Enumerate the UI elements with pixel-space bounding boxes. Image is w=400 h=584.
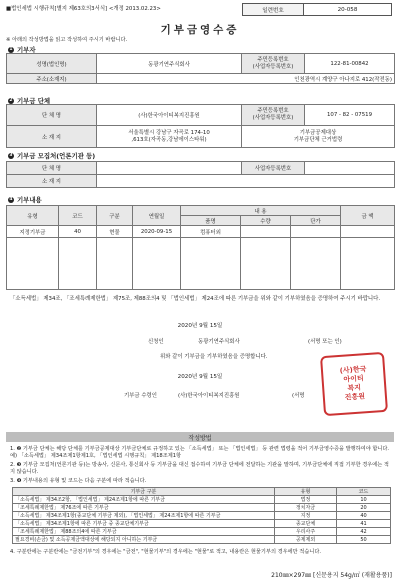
org-law: 기부금공제대상 기부금단체 근거법령 [242,126,395,148]
org-table [6,104,395,148]
content-table [6,205,395,290]
org-id-label: 주민등록번호 (사업자등록번호) [242,105,305,126]
donor-name: 동광기연주식회사 [97,54,242,74]
content-header-type: 유형 [7,206,59,226]
receipt-date: 2020년 9월 15일 [177,374,223,380]
section-fund: 3 기부금 모집처(언론기관 등) [9,152,96,160]
donor-table [6,53,395,84]
applicant-name: 동광기연주식회사 [198,339,240,345]
fund-location-label: 소 재 지 [7,175,97,188]
table-row: 「조세특례제한법」 제88조의4에 따른 기부금 우리사주 42 [13,528,391,536]
donor-address: 인천광역시 계양구 아나지로 412(작전동) [97,74,395,84]
donor-name-label: 성명(법인명) [7,54,97,74]
table-row: 필요경비(손금) 및 소득공제금액대상에 해당되지 아니하는 기부금 공제제외 50 [13,536,391,544]
section-org: 2 기부금 단체 [9,97,51,105]
table-row: 「소득세법」 제34조제1항에 따른 기부금 중 종교단체기부금 종교단체 41 [13,520,391,528]
content-header-amount: 금 액 [341,206,395,226]
code-header-code: 코드 [337,488,391,496]
receiver-label: 기부금 수령인 [124,393,157,399]
instruction-3: 3. ❹ 기부내용의 유형 및 코드는 다음 구분에 따라 적습니다. [10,478,147,484]
org-name: (사)한국아이티복지진흥원 [97,105,242,126]
confirm-statement: 위와 같이 기부금을 기부하였음을 증명합니다. [160,354,268,360]
content-subheader-qty: 수량 [241,216,291,226]
serial-label: 일련번호 [243,4,304,15]
page-title: 기부금영수증 [160,24,240,36]
content-subheader-item: 품명 [181,216,241,226]
table-row: 「소득세법」 제34조2항, 「법인세법」 제24조제1항에 따른 기부금 법정 10 [13,496,391,504]
fund-table [6,161,395,188]
instruction-note: ※ 아래의 작성방법을 읽고 작성하여 주시기 바랍니다. [6,37,128,43]
legal-statement: 「소득세법」 제34조, 「조세특례제한법」 제75조, 제88조의4 및 「법인세법」 제24조에 따른 기부금을 위와 같이 기부하였음을 증명하여 주시기 바랍니다. [10,296,381,302]
content-header-code: 코드 [59,206,97,226]
donor-address-label: 주소(소재지) [7,74,97,84]
cell-kind: 현물 [97,226,133,238]
code-table [12,487,391,544]
cell-price [291,226,341,238]
serial-box [242,3,392,16]
donor-id-label: 주민등록번호 (사업자등록번호) [242,54,305,74]
cell-amount [341,226,395,238]
table-row-empty [7,238,395,290]
instruction-1: 1. ❷ 기부금 단체는 해당 단체를 기부금공제대상 기부금단체로 규정하고 있는 「소득세법」 또는 「법인세법」 등 관련 법령을 적어 기부금영수증을 발행하여야 합니다. 예) 「소득세법」 제34조제1항제1호, 「법인세법 시행규칙」 제18조제1항 [10,446,390,460]
cell-type: 지정기부금 [7,226,59,238]
guide-title: 작성방법 [6,432,394,442]
donor-id: 122-81-00842 [305,54,395,74]
instruction-4: 4. 구분란에는 구분란에는 "금전기부"의 경우에는 "금전", "현물기부"의 경우에는 "현물"로 적고, 내용란은 현물기부의 경우에만 적습니다. [10,549,322,555]
applicant-label: 신청인 [148,339,164,345]
table-row: 「조세특례제한법」 제76조에 따른 기부금 정치자금 20 [13,504,391,512]
paper-spec: 210㎜×297㎜ [신문용지 54g/㎡ (재활용품)] [271,572,392,579]
fund-id-label: 사업자등록번호 [242,162,305,175]
receiver-sign: (서명 [292,393,305,399]
org-id: 107 - 82 - 07519 [305,105,395,126]
cell-date: 2020-09-15 [133,226,181,238]
cell-code: 40 [59,226,97,238]
fund-name [97,162,242,175]
cell-item: 컴퓨터외 [181,226,241,238]
content-header-detail: 내 용 [181,206,341,216]
table-row [7,226,395,238]
content-subheader-price: 단가 [291,216,341,226]
org-location: 서울특별시 강남구 자곡로 174-10 ,613호(자곡동,강남에이스타워) [97,126,242,148]
section-donor: 1 기부자 [9,46,36,54]
code-header-kind: 기부금 구분 [13,488,275,496]
content-header-date: 연월일 [133,206,181,226]
section-content: 4 기부내용 [9,196,42,204]
serial-value: 20-058 [337,6,358,13]
code-header-type: 유형 [275,488,337,496]
org-name-label: 단 체 명 [7,105,97,126]
table-row: 「소득세법」 제34조제1항(종교단체 기부금 제외), 「법인세법」 제24조제1항에 따른 기부금 지정 40 [13,512,391,520]
cell-qty [241,226,291,238]
fund-name-label: 단 체 명 [7,162,97,175]
instruction-2: 2. ❸ 기부금 모집처(언론기관 등)는 방송사, 신문사, 통신회사 등 기부금을 대신 접수하여 기부금 단체에 전달하는 기관을 말하며, 기부금단체에 직접 기부한 경우에는 적지 않습니다. [10,462,389,476]
content-header-kind: 구분 [97,206,133,226]
applicant-sign: (서명 또는 인) [308,339,342,345]
fund-id [305,162,395,175]
org-location-label: 소 재 지 [7,126,97,148]
form-reference: ■법인세법 시행규칙[별지 제63호의3서식] <개정 2013.02.23> [6,6,161,12]
official-seal: (사)한국 아이티 복지 진흥원 [320,352,388,416]
request-date: 2020년 9월 15일 [177,323,223,329]
fund-location [97,175,395,188]
receiver-name: (사)한국아이티복지진흥원 [178,393,240,399]
